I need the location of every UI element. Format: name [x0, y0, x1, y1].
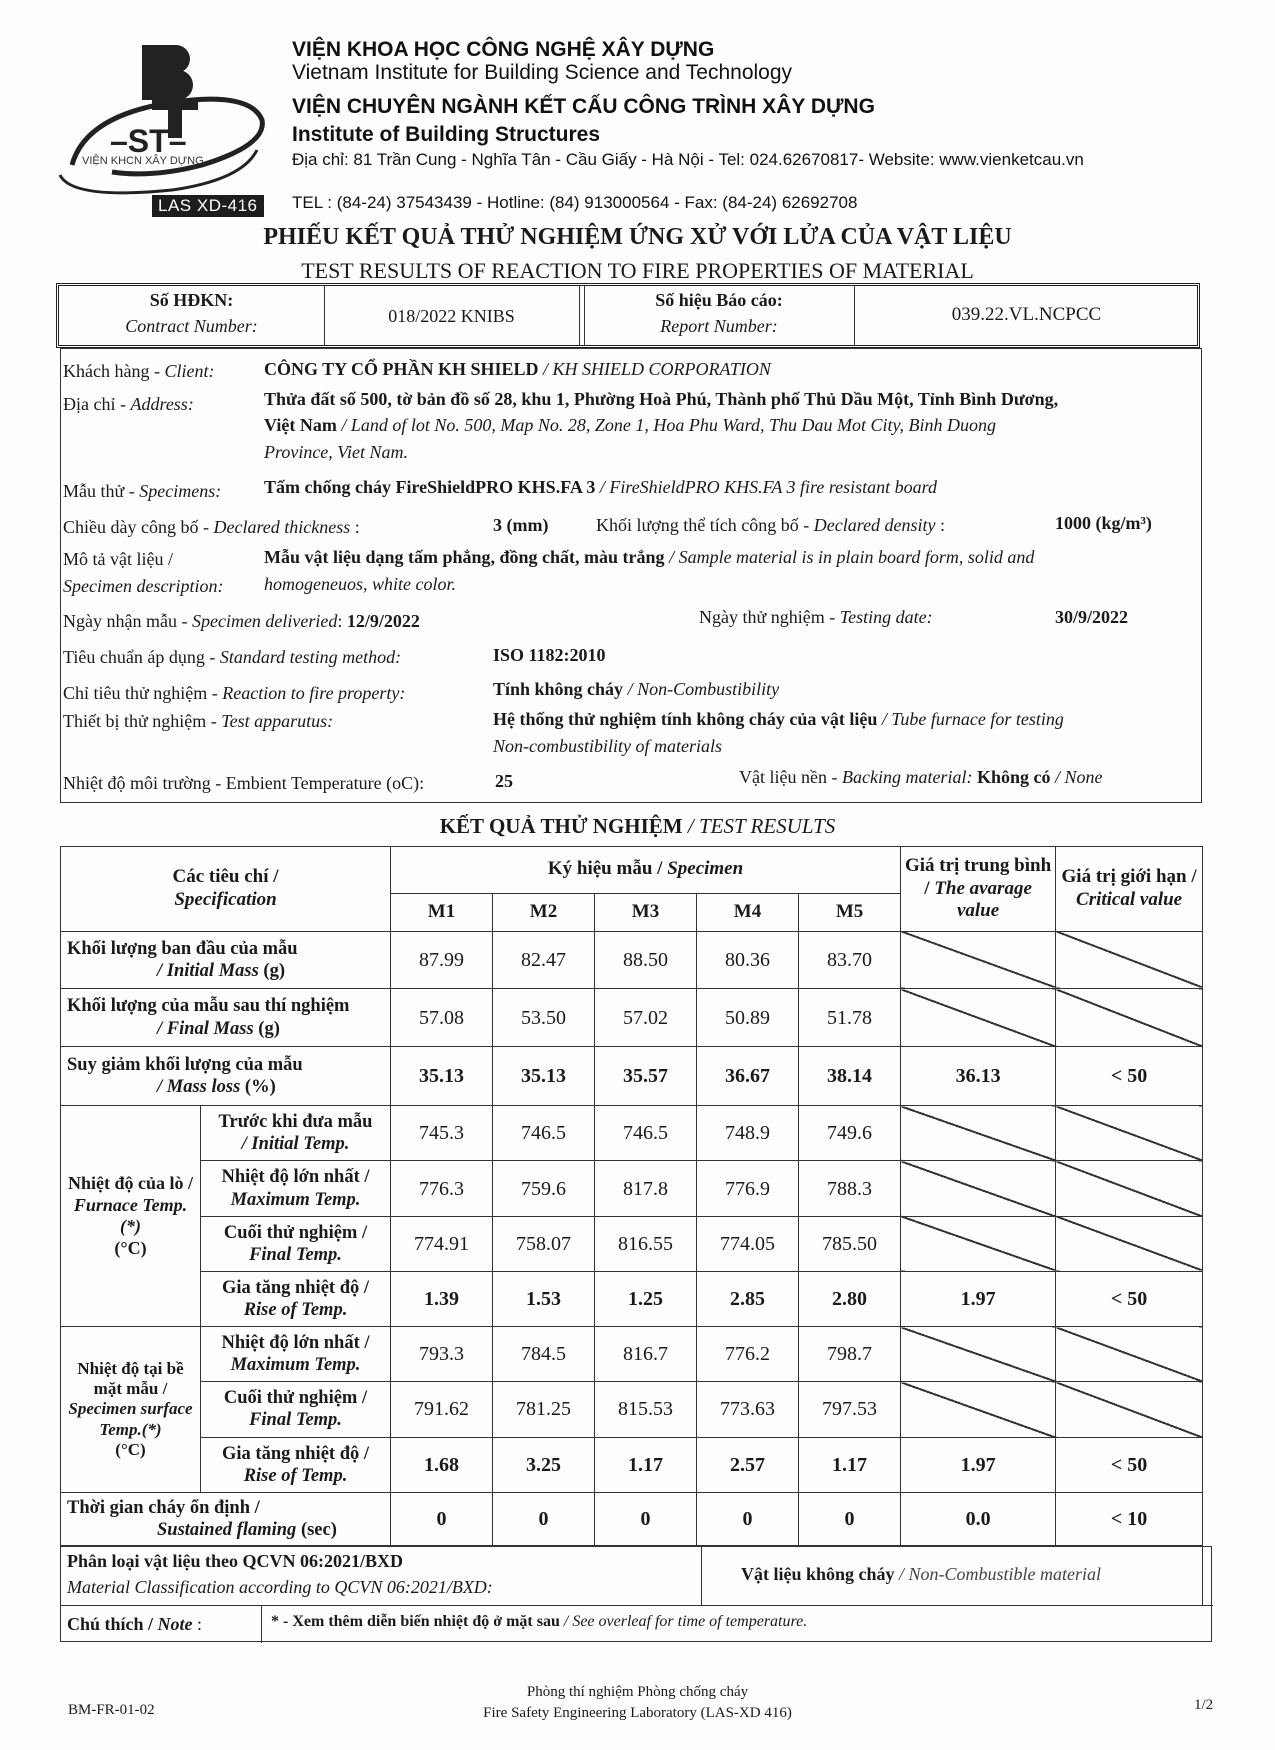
- value-cell: 83.70: [799, 931, 901, 988]
- average-cell-empty: [901, 1161, 1056, 1216]
- page-number: 1/2: [1194, 1697, 1214, 1713]
- value-cell: 1.53: [493, 1271, 595, 1326]
- value-cell: 815.53: [595, 1382, 697, 1437]
- row-label: Gia tăng nhiệt độ / Rise of Temp.: [201, 1271, 391, 1326]
- row-label: Gia tăng nhiệt độ / Rise of Temp.: [201, 1437, 391, 1492]
- value-cell: 1.17: [799, 1437, 901, 1492]
- table-row: [61, 1161, 1203, 1216]
- value-cell: 80.36: [697, 931, 799, 988]
- testing-date-label: Ngày thử nghiệm - Testing date:: [699, 607, 933, 627]
- specimen-header: Ký hiệu mẫu / Specimen: [391, 847, 901, 894]
- average-cell: 1.97: [901, 1437, 1056, 1492]
- note-label: Chú thích / Note :: [67, 1614, 203, 1634]
- value-cell: 1.17: [595, 1437, 697, 1492]
- value-cell: 776.3: [391, 1161, 493, 1216]
- client-label: Khách hàng - Client:: [63, 361, 215, 381]
- contract-number: 018/2022 KNIBS: [388, 306, 515, 326]
- critical-cell-empty: [1056, 1216, 1203, 1271]
- critical-cell: < 50: [1056, 1437, 1203, 1492]
- value-cell: 816.55: [595, 1216, 697, 1271]
- title-vn: PHIẾU KẾT QUẢ THỬ NGHIỆM ỨNG XỬ VỚI LỬA CỦA VẬT LIỆU: [263, 224, 1012, 250]
- value-cell: 82.47: [493, 931, 595, 988]
- ambient-value: 25: [495, 771, 513, 791]
- value-cell: 788.3: [799, 1161, 901, 1216]
- spec-header: Các tiêu chí / Specification: [61, 847, 391, 932]
- table-row: [61, 989, 1203, 1046]
- value-cell: 1.39: [391, 1271, 493, 1326]
- value-cell: 784.5: [493, 1327, 595, 1382]
- value-cell: 798.7: [799, 1327, 901, 1382]
- value-cell: 745.3: [391, 1106, 493, 1161]
- address-line-2: Việt Nam / Land of lot No. 500, Map No. 28, Zone 1, Hoa Phu Ward, Thu Dau Mot City, Binh Duong: [264, 415, 997, 435]
- report-number: 039.22.VL.NCPCC: [951, 304, 1102, 325]
- table-row: [61, 931, 1203, 988]
- apparatus-label: Thiết bị thử nghiệm - Test apparutus:: [63, 711, 334, 731]
- svg-text:–ST–: –ST–: [110, 123, 187, 159]
- value-cell: 3.25: [493, 1437, 595, 1492]
- table-row: [61, 1046, 1203, 1105]
- table-row: [61, 1106, 1203, 1161]
- table-row: [61, 1271, 1203, 1326]
- col-m3: M3: [595, 893, 697, 931]
- classification-label-en: Material Classification according to QCVN 06:2021/BXD:: [67, 1577, 493, 1597]
- value-cell: 36.67: [697, 1046, 799, 1105]
- average-cell: 0.0: [901, 1492, 1056, 1545]
- value-cell: 748.9: [697, 1106, 799, 1161]
- received-date: 12/9/2022: [346, 611, 420, 631]
- value-cell: 785.50: [799, 1216, 901, 1271]
- sub-institute-vn: VIỆN CHUYÊN NGÀNH KẾT CẤU CÔNG TRÌNH XÂY DỰNG: [292, 95, 875, 118]
- value-cell: 759.6: [493, 1161, 595, 1216]
- average-cell-empty: [901, 1106, 1056, 1161]
- critical-cell-empty: [1056, 989, 1203, 1046]
- critical-cell-empty: [1056, 1327, 1203, 1382]
- results-table: [60, 846, 1203, 1546]
- received-label: Ngày nhận mẫu - Specimen deliveried: 12/9/2022: [63, 611, 420, 631]
- value-cell: 57.08: [391, 989, 493, 1046]
- value-cell: 0: [799, 1492, 901, 1545]
- average-cell-empty: [901, 989, 1056, 1046]
- description-label-2: Specimen description:: [63, 576, 224, 596]
- ambient-label: Nhiệt độ môi trường - Embient Temperature (oC):: [63, 773, 425, 793]
- row-label: Cuối thử nghiệm / Final Temp.: [201, 1216, 391, 1271]
- header-row: [61, 847, 1203, 894]
- value-cell: 35.13: [391, 1046, 493, 1105]
- critical-cell: < 50: [1056, 1046, 1203, 1105]
- col-m4: M4: [697, 893, 799, 931]
- row-label: Nhiệt độ lớn nhất / Maximum Temp.: [201, 1327, 391, 1382]
- row-label: Suy giảm khối lượng của mẫu / Mass loss (%): [61, 1046, 391, 1105]
- standard-label: Tiêu chuẩn áp dụng - Standard testing method:: [63, 647, 402, 667]
- description-line-2: homogeneuos, white color.: [264, 574, 456, 594]
- specimen-label: Mẫu thử - Specimens:: [63, 481, 222, 501]
- value-cell: 2.57: [697, 1437, 799, 1492]
- table-row: [61, 1492, 1203, 1545]
- institute-en: Vietnam Institute for Building Science and Technology: [292, 61, 793, 84]
- col-m5: M5: [799, 893, 901, 931]
- average-cell: 1.97: [901, 1271, 1056, 1326]
- value-cell: 781.25: [493, 1382, 595, 1437]
- value-cell: 793.3: [391, 1327, 493, 1382]
- row-label: Khối lượng ban đầu của mẫu / Initial Mass (g): [61, 931, 391, 988]
- average-cell-empty: [901, 931, 1056, 988]
- las-badge: LAS XD-416: [152, 195, 264, 217]
- critical-cell: < 50: [1056, 1271, 1203, 1326]
- backing-material: Vật liệu nền - Backing material: Không có / None: [739, 767, 1103, 787]
- density-label: Khối lượng thể tích công bố - Declared density :: [596, 515, 946, 535]
- value-cell: 53.50: [493, 989, 595, 1046]
- critical-header: Giá trị giới hạn / Critical value: [1056, 847, 1203, 932]
- value-cell: 797.53: [799, 1382, 901, 1437]
- form-code: BM-FR-01-02: [68, 1702, 155, 1718]
- thickness-label: Chiều dày công bố - Declared thickness :: [63, 517, 360, 537]
- title-en: TEST RESULTS OF REACTION TO FIRE PROPERTIES OF MATERIAL: [301, 258, 974, 283]
- value-cell: 773.63: [697, 1382, 799, 1437]
- classification-box: [60, 1546, 1212, 1642]
- value-cell: 746.5: [493, 1106, 595, 1161]
- value-cell: 35.57: [595, 1046, 697, 1105]
- row-label: Khối lượng của mẫu sau thí nghiệm / Final Mass (g): [61, 989, 391, 1046]
- thickness-value: 3 (mm): [493, 515, 549, 535]
- address-line-1: Thửa đất số 500, tờ bản đồ số 28, khu 1, Phường Hoà Phú, Thành phố Thủ Dầu Một, Tỉnh Bình Dương,: [264, 389, 1059, 409]
- furnace-temp-group: Nhiệt độ của lò / Furnace Temp.(*) (°C): [61, 1106, 201, 1327]
- table-row: [61, 1437, 1203, 1492]
- institute-phone: TEL : (84-24) 37543439 - Hotline: (84) 913000564 - Fax: (84-24) 62692708: [292, 193, 858, 212]
- value-cell: 758.07: [493, 1216, 595, 1271]
- classification-label-vn: Phân loại vật liệu theo QCVN 06:2021/BXD: [67, 1551, 404, 1571]
- value-cell: 774.91: [391, 1216, 493, 1271]
- apparatus-line-1: Hệ thống thử nghiệm tính không cháy của vật liệu / Tube furnace for testing: [493, 709, 1064, 729]
- value-cell: 88.50: [595, 931, 697, 988]
- col-m1: M1: [391, 893, 493, 931]
- address-line-3: Province, Viet Nam.: [264, 442, 408, 462]
- report-label-vn: Số hiệu Báo cáo:: [655, 290, 783, 310]
- col-m2: M2: [493, 893, 595, 931]
- address-label: Địa chỉ - Address:: [63, 394, 194, 414]
- row-label: Nhiệt độ lớn nhất / Maximum Temp.: [201, 1161, 391, 1216]
- client-value: CÔNG TY CỔ PHẦN KH SHIELD / KH SHIELD CORPORATION: [264, 359, 771, 379]
- apparatus-line-2: Non-combustibility of materials: [493, 736, 722, 756]
- value-cell: 776.9: [697, 1161, 799, 1216]
- info-box: [60, 348, 1202, 803]
- logo-caption: VIỆN KHCN XÂY DỰNG: [82, 155, 204, 167]
- value-cell: 2.80: [799, 1271, 901, 1326]
- value-cell: 87.99: [391, 931, 493, 988]
- value-cell: 817.8: [595, 1161, 697, 1216]
- table-row: [61, 1216, 1203, 1271]
- density-value: 1000 (kg/m³): [1055, 513, 1152, 533]
- ibst-logo: [52, 40, 277, 215]
- critical-cell-empty: [1056, 1161, 1203, 1216]
- critical-cell-empty: [1056, 931, 1203, 988]
- value-cell: 38.14: [799, 1046, 901, 1105]
- value-cell: 1.25: [595, 1271, 697, 1326]
- specimen-value: Tấm chống cháy FireShieldPRO KHS.FA 3 / FireShieldPRO KHS.FA 3 fire resistant board: [264, 477, 938, 497]
- testing-date: 30/9/2022: [1055, 607, 1129, 627]
- classification-value: Vật liệu không cháy / Non-Combustible material: [741, 1564, 1102, 1584]
- lab-name-vn: Phòng thí nghiệm Phòng chống cháy: [526, 1684, 749, 1700]
- contract-label-vn: Số HĐKN:: [149, 290, 234, 310]
- property-label: Chỉ tiêu thử nghiệm - Reaction to fire property:: [63, 683, 406, 703]
- table-row: [61, 1327, 1203, 1382]
- value-cell: 816.7: [595, 1327, 697, 1382]
- lab-name-en: Fire Safety Engineering Laboratory (LAS-XD 416): [483, 1705, 792, 1721]
- value-cell: 774.05: [697, 1216, 799, 1271]
- critical-cell-empty: [1056, 1382, 1203, 1437]
- value-cell: 2.85: [697, 1271, 799, 1326]
- value-cell: 0: [391, 1492, 493, 1545]
- standard-value: ISO 1182:2010: [493, 645, 606, 665]
- institute-address: Địa chỉ: 81 Trần Cung - Nghĩa Tân - Cầu Giấy - Hà Nội - Tel: 024.62670817- Website: www.vienketcau.vn: [292, 150, 1084, 169]
- value-cell: 749.6: [799, 1106, 901, 1161]
- note-text: * - Xem thêm diễn biến nhiệt độ ở mặt sau / See overleaf for time of temperature.: [271, 1613, 808, 1630]
- average-cell-empty: [901, 1216, 1056, 1271]
- critical-cell-empty: [1056, 1106, 1203, 1161]
- row-label: Trước khi đưa mẫu / Initial Temp.: [201, 1106, 391, 1161]
- average-cell: 36.13: [901, 1046, 1056, 1105]
- value-cell: 0: [493, 1492, 595, 1545]
- value-cell: 57.02: [595, 989, 697, 1046]
- average-cell-empty: [901, 1382, 1056, 1437]
- value-cell: 746.5: [595, 1106, 697, 1161]
- contract-box: [56, 283, 1200, 348]
- value-cell: 791.62: [391, 1382, 493, 1437]
- surface-temp-group: Nhiệt độ tại bề mặt mẫu / Specimen surface Temp.(*) (°C): [61, 1327, 201, 1493]
- value-cell: 776.2: [697, 1327, 799, 1382]
- description-label-1: Mô tả vật liệu /: [63, 549, 173, 569]
- value-cell: 0: [595, 1492, 697, 1545]
- average-header: Giá trị trung bình / The avarage value: [901, 847, 1056, 932]
- description-line-1: Mẫu vật liệu dạng tấm phẳng, đồng chất, màu trắng / Sample material is in plain board form, solid and: [264, 547, 1035, 567]
- value-cell: 51.78: [799, 989, 901, 1046]
- contract-label-en: Contract Number:: [125, 316, 258, 336]
- property-value: Tính không cháy / Non-Combustibility: [493, 679, 780, 699]
- value-cell: 35.13: [493, 1046, 595, 1105]
- critical-cell: < 10: [1056, 1492, 1203, 1545]
- average-cell-empty: [901, 1327, 1056, 1382]
- value-cell: 0: [697, 1492, 799, 1545]
- row-label: Thời gian cháy ổn định / Sustained flaming (sec): [61, 1492, 391, 1545]
- value-cell: 1.68: [391, 1437, 493, 1492]
- row-label: Cuối thử nghiệm / Final Temp.: [201, 1382, 391, 1437]
- report-label-en: Report Number:: [660, 316, 778, 336]
- table-row: [61, 1382, 1203, 1437]
- value-cell: 50.89: [697, 989, 799, 1046]
- institute-vn: VIỆN KHOA HỌC CÔNG NGHỆ XÂY DỰNG: [292, 38, 715, 61]
- results-title: KẾT QUẢ THỬ NGHIỆM / TEST RESULTS: [439, 814, 836, 838]
- sub-institute-en: Institute of Building Structures: [292, 123, 600, 146]
